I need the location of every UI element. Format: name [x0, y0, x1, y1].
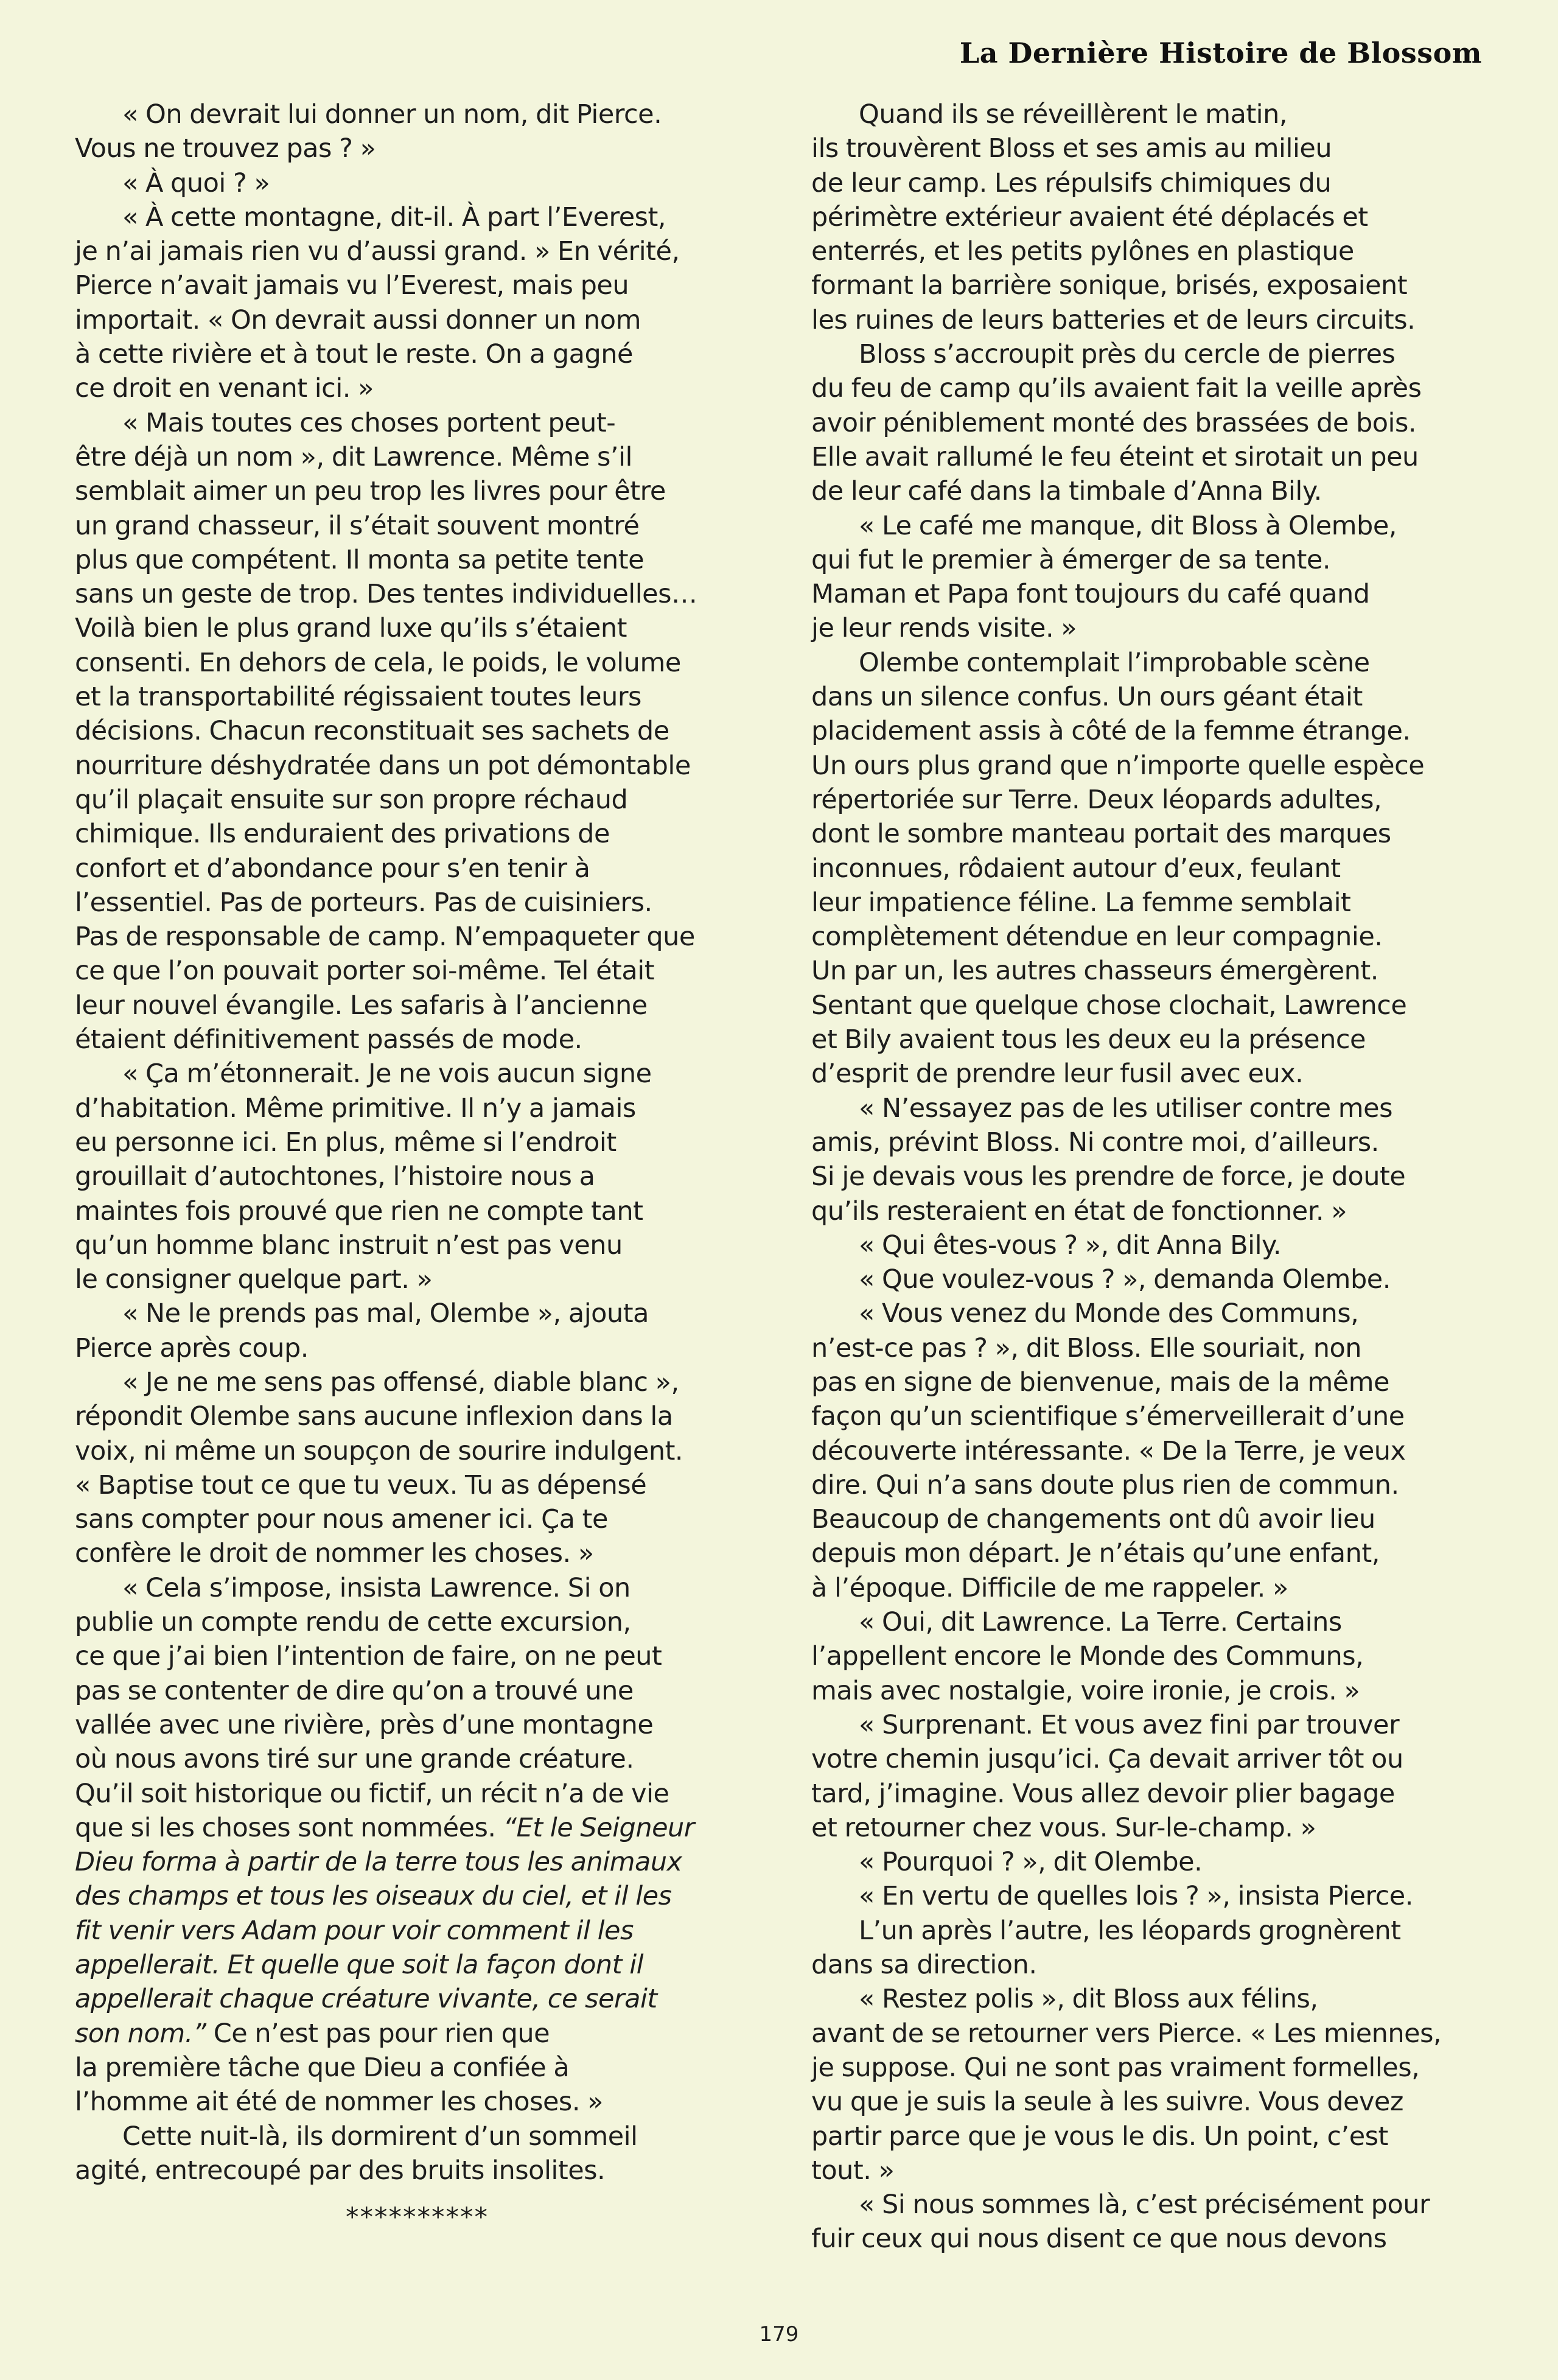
text-line: chimique. Ils enduraient des privations de: [75, 819, 610, 850]
text-line: [75, 1845, 760, 1879]
text-line: Olembe contemplait l’improbable scène: [859, 647, 1370, 678]
text-line: ce que l’on pouvait porter soi-même. Tel était: [75, 956, 655, 987]
text-line: grouillait d’autochtones, l’histoire nous a: [75, 1161, 595, 1192]
paragraph: [811, 1845, 1496, 1879]
text-line: « N’essayez pas de les utiliser contre mes: [859, 1093, 1392, 1124]
scripture-quote: des champs et tous les oiseaux du ciel, et il les: [75, 1881, 672, 1912]
text-line: étaient définitivement passés de mode.: [75, 1024, 582, 1055]
text-line: du feu de camp qu’ils avaient fait la veille après: [811, 373, 1422, 404]
scripture-quote: Dieu forma à partir de la terre tous les animaux: [75, 1847, 682, 1878]
text-line: le consigner quelque part. »: [75, 1264, 433, 1295]
text-line: de leur café dans la timbale d’Anna Bily.: [811, 476, 1322, 507]
text-line: partir parce que je vous le dis. Un point, c’est: [811, 2121, 1388, 2152]
text-line: leur nouvel évangile. Les safaris à l’ancienne: [75, 990, 648, 1021]
text-line: l’appellent encore le Monde des Communs,: [811, 1641, 1364, 1672]
text-line: et retourner chez vous. Sur-le-champ. »: [811, 1812, 1316, 1843]
text-line: périmètre extérieur avaient été déplacés et: [811, 201, 1368, 233]
paragraph: [811, 1091, 1496, 1228]
text-column-left: [75, 97, 760, 2188]
text-line: Bloss s’accroupit près du cercle de pierres: [859, 339, 1396, 370]
scripture-quote: appellerait. Et quelle que soit la façon dont il: [75, 1950, 644, 1981]
text-line: « Je ne me sens pas offensé, diable blanc »,: [122, 1367, 679, 1398]
text-line: Pierce après coup.: [75, 1332, 309, 1363]
paragraph: [75, 97, 760, 166]
paragraph: [75, 406, 760, 1057]
text-line: Beaucoup de changements ont dû avoir lieu: [811, 1504, 1375, 1535]
paragraph: [811, 1879, 1496, 1913]
text-line: que si les choses sont nommées. “Et le Seigneur: [75, 1812, 694, 1843]
text-line: « Baptise tout ce que tu veux. Tu as dépensé: [75, 1469, 647, 1500]
text-line: vu que je suis la seule à les suivre. Vous devez: [811, 2087, 1403, 2118]
text-line: Un ours plus grand que n’importe quelle espèce: [811, 750, 1425, 781]
paragraph: [811, 1228, 1496, 1262]
text-line: Pierce n’avait jamais vu l’Everest, mais peu: [75, 270, 629, 301]
paragraph: [811, 1708, 1496, 1845]
text-line: « À cette montagne, dit-il. À part l’Everest,: [122, 201, 666, 233]
text-line: « Mais toutes ces choses portent peut-: [122, 407, 616, 438]
text-line: semblait aimer un peu trop les livres pour être: [75, 476, 666, 507]
paragraph: [75, 1365, 760, 1571]
text-line: dans sa direction.: [811, 1950, 1037, 1981]
text-line: L’un après l’autre, les léopards grognèrent: [859, 1915, 1401, 1946]
text-line: sans compter pour nous amener ici. Ça te: [75, 1504, 608, 1535]
text-line: tout. »: [811, 2155, 895, 2186]
paragraph: [811, 97, 1496, 337]
text-line: [75, 1879, 760, 1913]
paragraph: [75, 1571, 760, 2051]
paragraph: [811, 337, 1496, 508]
text-line: « Ne le prends pas mal, Olembe », ajouta: [122, 1298, 649, 1329]
text-line: pas en signe de bienvenue, mais de la même: [811, 1367, 1390, 1398]
text-line: je leur rends visite. »: [811, 613, 1077, 644]
text-line: Vous ne trouvez pas ? »: [75, 133, 376, 164]
text-line: à l’époque. Difficile de me rappeler. »: [811, 1572, 1288, 1603]
paragraph: [811, 1605, 1496, 1708]
paragraph: [811, 1297, 1496, 1605]
page-number: 179: [759, 2322, 799, 2347]
text-line: Maman et Papa font toujours du café quand: [811, 579, 1370, 610]
text-line: Qu’il soit historique ou fictif, un récit n’a de vie: [75, 1778, 669, 1809]
running-title: La Dernière Histoire de Blossom: [959, 37, 1482, 69]
paragraph: [811, 1982, 1496, 2188]
text-line: « À quoi ? »: [122, 167, 270, 198]
text-line: qu’il plaçait ensuite sur son propre réchaud: [75, 784, 628, 815]
text-line: enterrés, et les petits pylônes en plastique: [811, 236, 1354, 267]
text-line: placidement assis à côté de la femme étrange.: [811, 716, 1411, 747]
text-line-continuation: Ce n’est pas pour rien que: [213, 2018, 550, 2049]
text-line: façon qu’un scientifique s’émerveillerait d’une: [811, 1401, 1405, 1432]
text-line: « Cela s’impose, insista Lawrence. Si on: [122, 1572, 631, 1603]
text-line: et Bily avaient tous les deux eu la présence: [811, 1024, 1366, 1055]
text-line: formant la barrière sonique, brisés, exposaient: [811, 270, 1408, 301]
text-line: Si je devais vous les prendre de force, je doute: [811, 1161, 1406, 1192]
text-line: n’est-ce pas ? », dit Bloss. Elle souriait, non: [811, 1332, 1362, 1363]
text-line: être déjà un nom », dit Lawrence. Même s’il: [75, 441, 632, 472]
scripture-quote: fit venir vers Adam pour voir comment il les: [75, 1915, 634, 1946]
text-line: Un par un, les autres chasseurs émergèrent.: [811, 956, 1378, 987]
text-line: ce droit en venant ici. »: [75, 373, 374, 404]
text-line: agité, entrecoupé par des bruits insolites.: [75, 2155, 606, 2186]
text-column-right: [811, 97, 1496, 2256]
text-line: Cette nuit-là, ils dormirent d’un sommeil: [122, 2121, 638, 2152]
text-line: « Restez polis », dit Bloss aux félins,: [859, 1984, 1318, 2015]
text-line: d’habitation. Même primitive. Il n’y a jamais: [75, 1093, 636, 1124]
text-line: [75, 1948, 760, 1982]
text-line: un grand chasseur, il s’était souvent montré: [75, 510, 640, 541]
text-line: qu’ils resteraient en état de fonctionner. »: [811, 1195, 1347, 1227]
text-line: « On devrait lui donner un nom, dit Pierce.: [122, 99, 662, 130]
text-line: je n’ai jamais rien vu d’aussi grand. » En vérité,: [75, 236, 680, 267]
text-line: importait. « On devrait aussi donner un nom: [75, 304, 641, 335]
text-line: nourriture déshydratée dans un pot démontable: [75, 750, 691, 781]
text-line: [75, 2017, 760, 2051]
text-line: [75, 1914, 760, 1948]
text-line: et la transportabilité régissaient toutes leurs: [75, 682, 641, 713]
text-line: ils trouvèrent Bloss et ses amis au milieu: [811, 133, 1332, 164]
text-line: Sentant que quelque chose clochait, Lawrence: [811, 990, 1407, 1021]
text-line: tard, j’imagine. Vous allez devoir plier bagage: [811, 1778, 1395, 1809]
text-line: « Si nous sommes là, c’est précisément pour: [859, 2189, 1430, 2221]
text-line: dans un silence confus. Un ours géant était: [811, 682, 1363, 713]
text-line: amis, prévint Bloss. Ni contre moi, d’ailleurs.: [811, 1127, 1379, 1158]
text-line: l’essentiel. Pas de porteurs. Pas de cuisiniers.: [75, 887, 652, 918]
text-line: leur impatience féline. La femme semblait: [811, 887, 1351, 918]
text-line: inconnues, rôdaient autour d’eux, feulant: [811, 853, 1341, 884]
text-line: à cette rivière et à tout le reste. On a gagné: [75, 339, 633, 370]
text-line: plus que compétent. Il monta sa petite tente: [75, 544, 645, 575]
text-line: où nous avons tiré sur une grande créature.: [75, 1744, 634, 1775]
text-line: depuis mon départ. Je n’étais qu’une enfant,: [811, 1538, 1380, 1569]
section-separator: **********: [346, 2202, 489, 2233]
text-line: répertoriée sur Terre. Deux léopards adultes,: [811, 784, 1382, 815]
scripture-quote: son nom.”: [75, 2018, 206, 2049]
text-line: « Oui, dit Lawrence. La Terre. Certains: [859, 1607, 1342, 1638]
text-line: de leur camp. Les répulsifs chimiques du: [811, 167, 1332, 198]
text-line: « Le café me manque, dit Bloss à Olembe,: [859, 510, 1397, 541]
text-line: vallée avec une rivière, près d’une montagne: [75, 1709, 654, 1740]
text-line: Quand ils se réveillèrent le matin,: [859, 99, 1288, 130]
text-line: dire. Qui n’a sans doute plus rien de commun.: [811, 1469, 1399, 1500]
text-line: voix, ni même un soupçon de sourire indulgent.: [75, 1435, 683, 1466]
text-line: « Ça m’étonnerait. Je ne vois aucun signe: [122, 1059, 652, 1090]
text-line: qui fut le premier à émerger de sa tente.: [811, 544, 1330, 575]
text-line: découverte intéressante. « De la Terre, je veux: [811, 1435, 1406, 1466]
paragraph: [75, 2119, 760, 2188]
paragraph: [75, 200, 760, 406]
text-line: maintes fois prouvé que rien ne compte tant: [75, 1195, 643, 1227]
paragraph: [811, 1262, 1496, 1297]
text-line: les ruines de leurs batteries et de leurs circuits.: [811, 304, 1416, 335]
text-line: [75, 1982, 760, 2016]
text-line: la première tâche que Dieu a confiée à: [75, 2052, 570, 2083]
paragraph: [811, 2188, 1496, 2256]
text-line: complètement détendue en leur compagnie.: [811, 922, 1383, 953]
text-line: votre chemin jusqu’ici. Ça devait arriver tôt ou: [811, 1744, 1403, 1775]
text-line: avant de se retourner vers Pierce. « Les miennes,: [811, 2018, 1442, 2049]
text-line: « Surprenant. Et vous avez fini par trouver: [859, 1709, 1400, 1740]
text-line: consenti. En dehors de cela, le poids, le volume: [75, 647, 681, 678]
paragraph: [75, 166, 760, 200]
text-line: décisions. Chacun reconstituait ses sachets de: [75, 716, 669, 747]
paragraph: [811, 1914, 1496, 1983]
text-line: Elle avait rallumé le feu éteint et sirotait un peu: [811, 441, 1419, 472]
text-line: Pas de responsable de camp. N’empaqueter que: [75, 922, 695, 953]
text-line: mais avec nostalgie, voire ironie, je crois. »: [811, 1675, 1360, 1706]
text-line: avoir péniblement monté des brassées de bois.: [811, 407, 1417, 438]
paragraph: [75, 1297, 760, 1365]
text-line: eu personne ici. En plus, même si l’endroit: [75, 1127, 617, 1158]
text-line: « Pourquoi ? », dit Olembe.: [859, 1847, 1203, 1878]
text-line: Voilà bien le plus grand luxe qu’ils s’étaient: [75, 613, 627, 644]
text-line: dont le sombre manteau portait des marques: [811, 819, 1391, 850]
text-line: sans un geste de trop. Des tentes individuelles…: [75, 579, 697, 610]
text-line: fuir ceux qui nous disent ce que nous devons: [811, 2224, 1387, 2255]
text-line: publie un compte rendu de cette excursion,: [75, 1607, 631, 1638]
scripture-quote: appellerait chaque créature vivante, ce serait: [75, 1984, 657, 2015]
text-line: confort et d’abondance pour s’en tenir à: [75, 853, 590, 884]
text-line: « Que voulez-vous ? », demanda Olembe.: [859, 1264, 1391, 1295]
paragraph: [75, 1057, 760, 1297]
text-line: « En vertu de quelles lois ? », insista Pierce.: [859, 1881, 1413, 1912]
text-line: répondit Olembe sans aucune inflexion dans la: [75, 1401, 673, 1432]
text-line: l’homme ait été de nommer les choses. »: [75, 2087, 603, 2118]
paragraph: [75, 2051, 760, 2119]
paragraph: [811, 646, 1496, 1091]
text-line: pas se contenter de dire qu’on a trouvé une: [75, 1675, 634, 1706]
text-line: ce que j’ai bien l’intention de faire, on ne peut: [75, 1641, 662, 1672]
scripture-quote: “Et le Seigneur: [503, 1812, 694, 1843]
text-line: « Qui êtes-vous ? », dit Anna Bily.: [859, 1230, 1282, 1261]
text-line: je suppose. Qui ne sont pas vraiment formelles,: [811, 2052, 1420, 2083]
text-line: « Vous venez du Monde des Communs,: [859, 1298, 1359, 1329]
text-line: d’esprit de prendre leur fusil avec eux.: [811, 1059, 1304, 1090]
text-line: confère le droit de nommer les choses. »: [75, 1538, 594, 1569]
paragraph: [811, 509, 1496, 646]
text-line: qu’un homme blanc instruit n’est pas venu: [75, 1230, 623, 1261]
